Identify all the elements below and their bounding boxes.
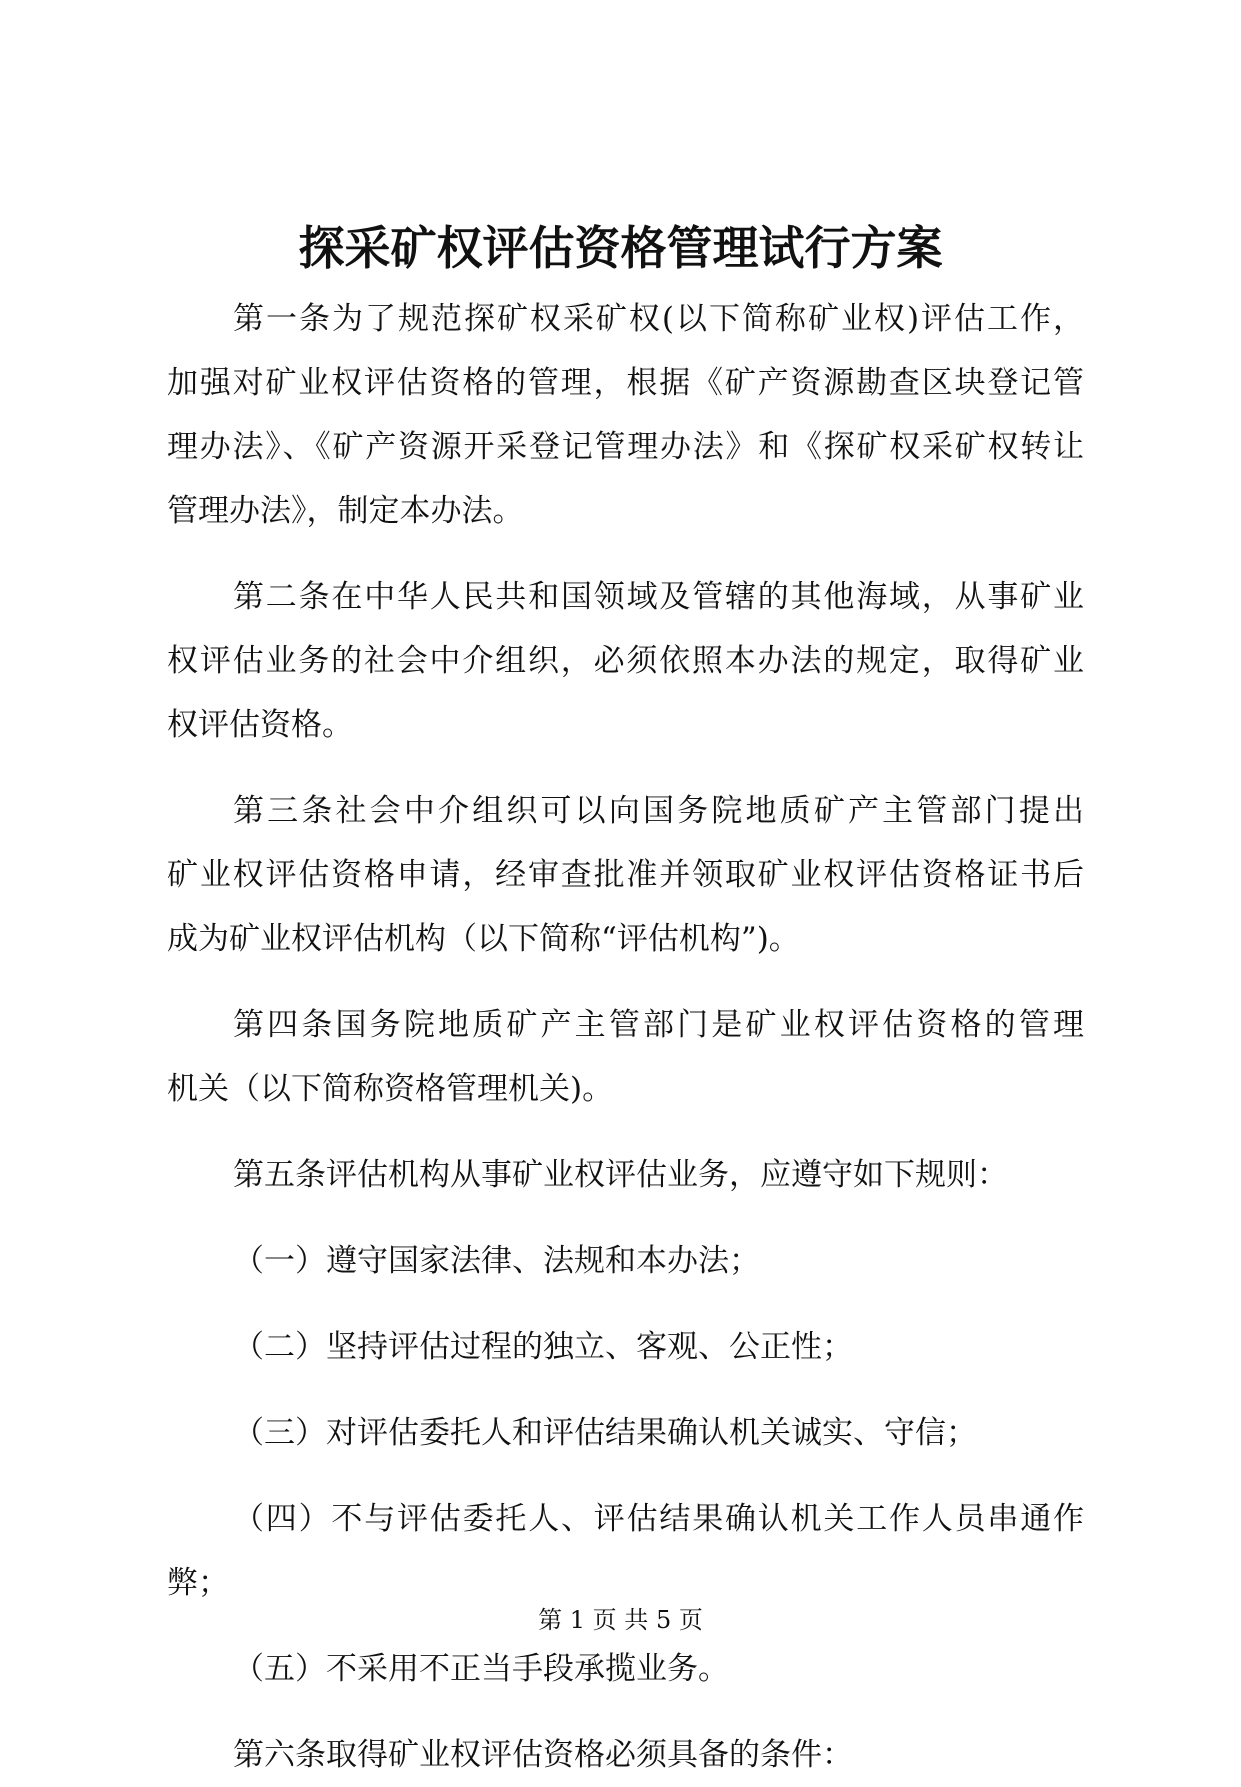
page-footer: 第 1 页 共 5 页 bbox=[538, 1606, 703, 1634]
text-line: （一）遵守国家法律、法规和本办法； bbox=[233, 1243, 760, 1279]
text-line: 弊； bbox=[167, 1565, 229, 1601]
text-line: 权评估业务的社会中介组织，必须依照本办法的规定，取得矿业 bbox=[167, 643, 1084, 679]
text-line: 机关（以下简称资格管理机关)。 bbox=[167, 1071, 614, 1107]
document-title: 探采矿权评估资格管理试行方案 bbox=[298, 221, 943, 275]
paragraph-article-3 bbox=[167, 779, 1084, 971]
list-item-4 bbox=[167, 1487, 1084, 1615]
text-line: 第一条为了规范探矿权采矿权(以下简称矿业权)评估工作， bbox=[233, 301, 1084, 337]
text-line: 第二条在中华人民共和国领域及管辖的其他海域，从事矿业 bbox=[233, 579, 1084, 615]
text-line: 第三条社会中介组织可以向国务院地质矿产主管部门提出 bbox=[233, 793, 1084, 829]
paragraph-article-1 bbox=[167, 287, 1084, 543]
text-line: 成为矿业权评估机构（以下简称“评估机构”)。 bbox=[167, 921, 800, 957]
text-line: （三）对评估委托人和评估结果确认机关诚实、守信； bbox=[233, 1415, 977, 1451]
paragraph-article-6 bbox=[167, 1723, 1084, 1787]
text-line: 加强对矿业权评估资格的管理，根据《矿产资源勘查区块登记管 bbox=[167, 365, 1084, 401]
text-line: （五）不采用不正当手段承揽业务。 bbox=[233, 1651, 729, 1687]
text-line: 权评估资格。 bbox=[167, 707, 353, 743]
text-line: 矿业权评估资格申请，经审查批准并领取矿业权评估资格证书后 bbox=[167, 857, 1084, 893]
text-line: 管理办法》，制定本办法。 bbox=[167, 493, 524, 529]
list-item-3 bbox=[167, 1401, 1084, 1465]
text-line: 理办法》、《矿产资源开采登记管理办法》和《探矿权采矿权转让 bbox=[167, 429, 1084, 465]
list-item-5 bbox=[167, 1637, 1084, 1701]
paragraph-article-4 bbox=[167, 993, 1084, 1121]
paragraph-article-2 bbox=[167, 565, 1084, 757]
list-item-1 bbox=[167, 1229, 1084, 1293]
text-line: 第四条国务院地质矿产主管部门是矿业权评估资格的管理 bbox=[233, 1007, 1084, 1043]
paragraph-article-5 bbox=[167, 1143, 1084, 1207]
list-item-2 bbox=[167, 1315, 1084, 1379]
text-line: 第六条取得矿业权评估资格必须具备的条件： bbox=[233, 1737, 853, 1773]
document-body bbox=[167, 287, 1084, 1787]
text-line: （四）不与评估委托人、评估结果确认机关工作人员串通作 bbox=[233, 1501, 1084, 1537]
text-line: 第五条评估机构从事矿业权评估业务，应遵守如下规则： bbox=[233, 1157, 1008, 1193]
text-line: （二）坚持评估过程的独立、客观、公正性； bbox=[233, 1329, 853, 1365]
